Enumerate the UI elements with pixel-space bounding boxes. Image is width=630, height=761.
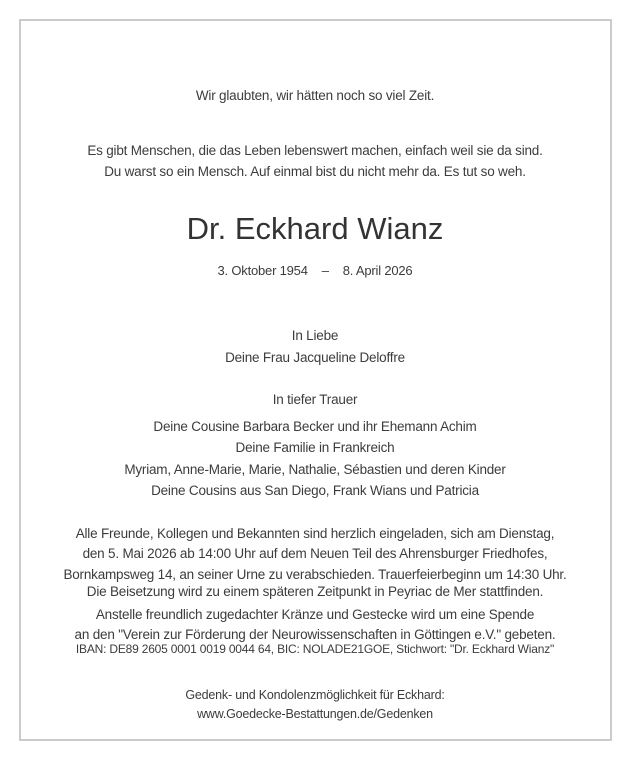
epigraph-block xyxy=(0,140,630,182)
mourner-line: Deine Familie in Frankreich xyxy=(235,440,395,456)
love-label: In Liebe xyxy=(291,328,339,343)
love-from: Deine Frau Jacqueline Deloffre xyxy=(225,350,405,365)
birth-date: 3. Oktober 1954 xyxy=(217,263,308,278)
mourning-label: In tiefer Trauer xyxy=(272,392,358,407)
dates-separator: – xyxy=(321,263,329,278)
funeral-line-3: Bornkampsweg 14, an seiner Urne zu verabschieden. Trauerfeierbeginn um 14:30 Uhr. xyxy=(63,566,567,582)
love-block xyxy=(0,325,630,369)
mourner-line: Deine Cousins aus San Diego, Frank Wians und Patricia xyxy=(151,483,479,499)
mourner-line: Deine Cousine Barbara Becker und ihr Ehemann Achim xyxy=(153,419,477,434)
life-dates xyxy=(0,261,630,281)
mourner-line: Myriam, Anne-Marie, Marie, Nathalie, Sébastien und deren Kinder xyxy=(124,461,506,477)
iban-line: IBAN: DE89 2605 0001 0019 0044 64, BIC: NOLADE21GOE, Stichwort: "Dr. Eckhard Wianz" xyxy=(75,642,555,656)
condolence-url: www.Goedecke-Bestattungen.de/Gedenken xyxy=(197,707,433,721)
epigraph-line-2: Es gibt Menschen, die das Leben lebenswert machen, einfach weil sie da sind. xyxy=(87,143,543,158)
condolence-footer xyxy=(0,686,630,724)
mourners-list xyxy=(0,416,630,502)
donation-line-1: Anstelle freundlich zugedachter Kränze und Gestecke wird um eine Spende xyxy=(95,607,535,622)
deceased-name: Dr. Eckhard Wianz xyxy=(186,211,444,246)
epigraph-line-1: Wir glaubten, wir hätten noch so viel Zeit. xyxy=(195,88,435,103)
funeral-invitation xyxy=(0,524,630,585)
donation-request xyxy=(0,605,630,644)
condolence-label: Gedenk- und Kondolenzmöglichkeit für Eckhard: xyxy=(185,688,445,702)
epigraph-line-3: Du warst so ein Mensch. Auf einmal bist du nicht mehr da. Es tut so weh. xyxy=(104,164,526,179)
donation-line-2: an den "Verein zur Förderung der Neurowissenschaften in Göttingen e.V." gebeten. xyxy=(74,626,556,642)
death-date: 8. April 2026 xyxy=(342,263,413,278)
interment-note: Die Beisetzung wird zu einem späteren Zeitpunkt in Peyriac de Mer stattfinden. xyxy=(86,584,544,599)
funeral-line-1: Alle Freunde, Kollegen und Bekannten sind herzlich eingeladen, sich am Dienstag, xyxy=(75,526,555,541)
funeral-line-2: den 5. Mai 2026 ab 14:00 Uhr auf dem Neuen Teil des Ahrensburger Friedhofes, xyxy=(82,546,548,562)
